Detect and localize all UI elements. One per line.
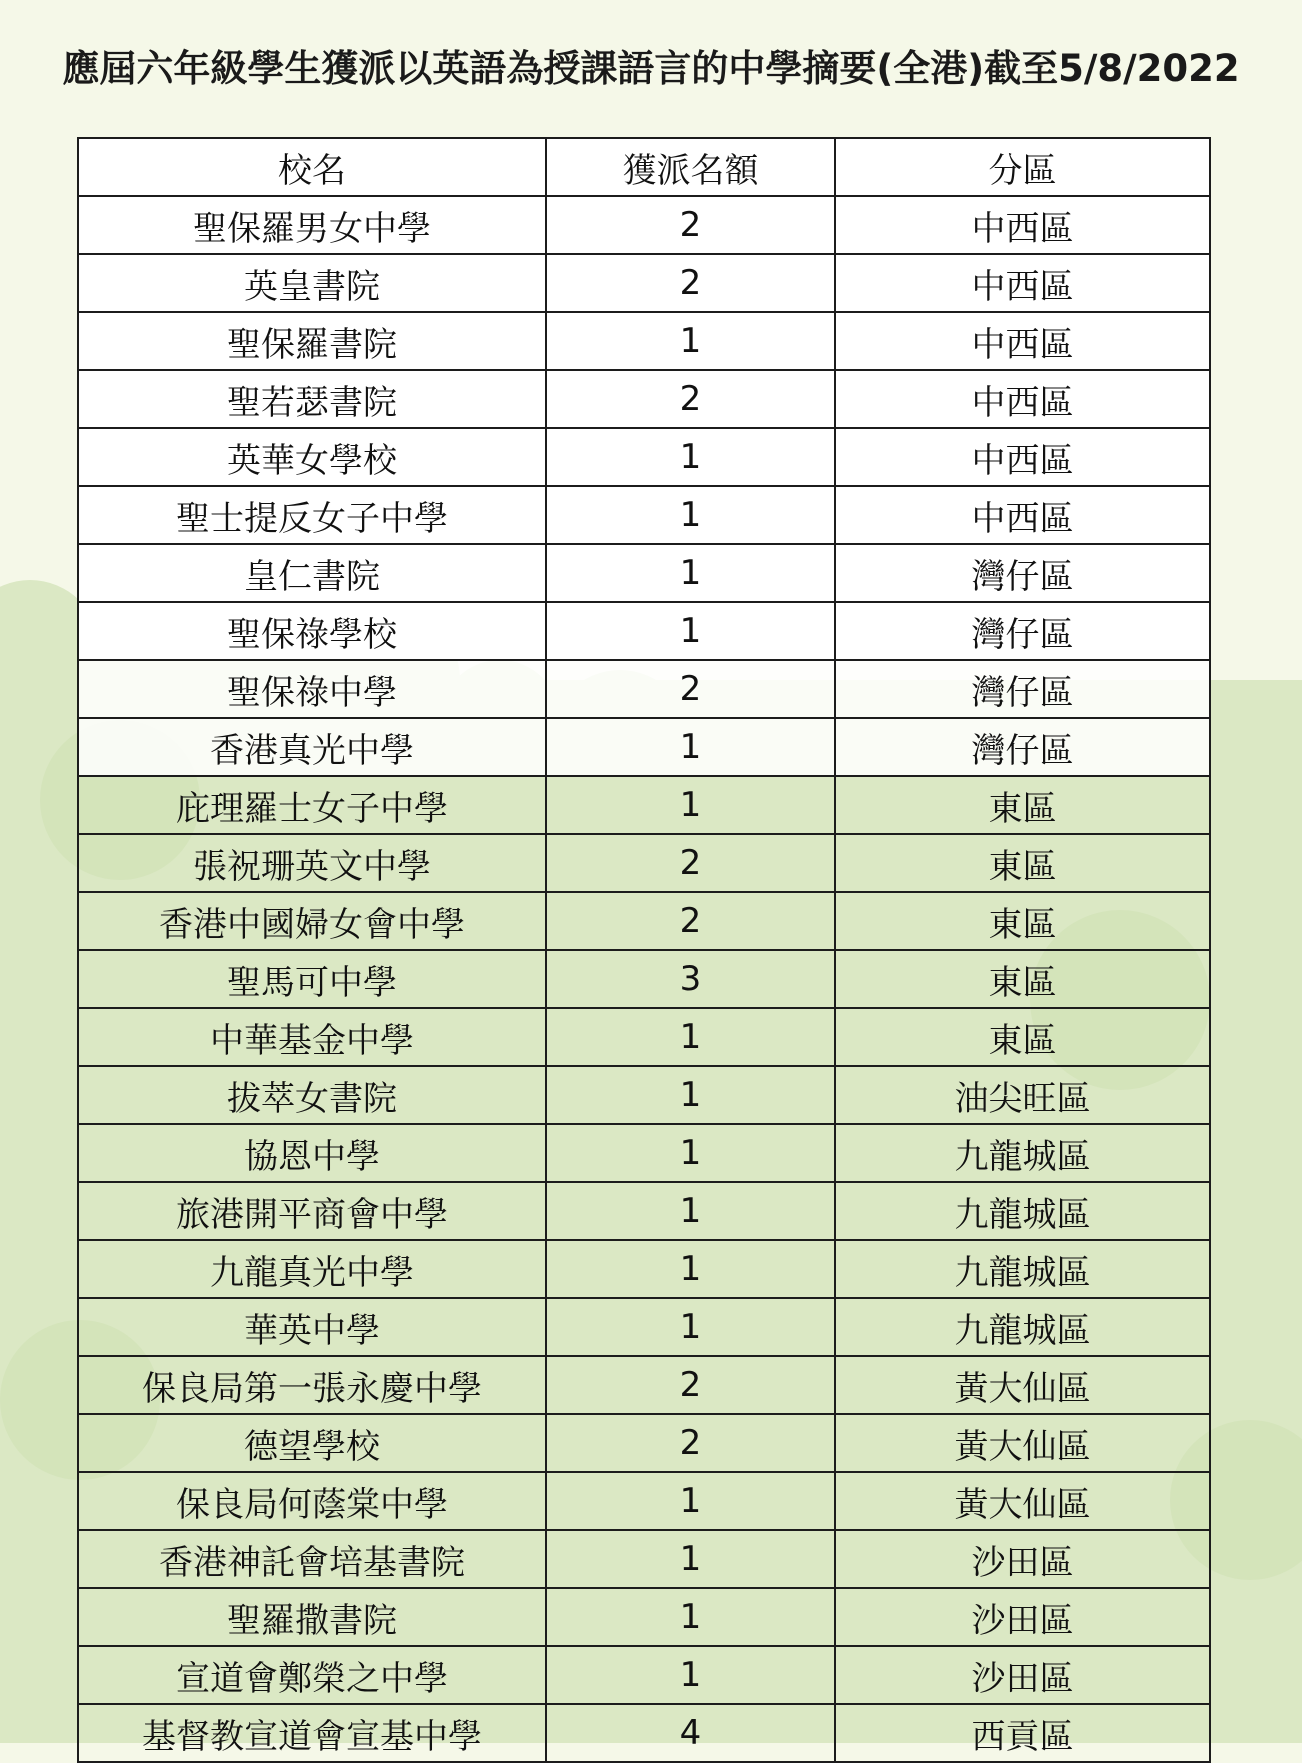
cell-district: 黃大仙區 [835,1414,1210,1472]
cell-district: 灣仔區 [835,602,1210,660]
cell-school-name: 聖保羅男女中學 [78,196,546,254]
cell-school-name: 聖羅撒書院 [78,1588,546,1646]
cell-quota: 1 [546,1588,835,1646]
cell-quota: 1 [546,776,835,834]
cell-school-name: 聖士提反女子中學 [78,486,546,544]
cell-district: 西貢區 [835,1704,1210,1762]
cell-school-name: 宣道會鄭榮之中學 [78,1646,546,1704]
cell-school-name: 拔萃女書院 [78,1066,546,1124]
cell-school-name: 基督教宣道會宣基中學 [78,1704,546,1762]
table-row [78,1472,1210,1530]
cell-school-name: 英華女學校 [78,428,546,486]
cell-school-name: 德望學校 [78,1414,546,1472]
cell-quota: 2 [546,1414,835,1472]
cell-school-name: 旅港開平商會中學 [78,1182,546,1240]
table-row [78,660,1210,718]
cell-quota: 1 [546,312,835,370]
table-row [78,834,1210,892]
table-body [78,196,1210,1762]
cell-quota: 1 [546,486,835,544]
cell-district: 灣仔區 [835,718,1210,776]
cell-district: 九龍城區 [835,1240,1210,1298]
cell-district: 中西區 [835,428,1210,486]
table-row [78,1124,1210,1182]
cell-district: 中西區 [835,254,1210,312]
cell-district: 九龍城區 [835,1298,1210,1356]
cell-quota: 2 [546,834,835,892]
table-row [78,1588,1210,1646]
cell-school-name: 九龍真光中學 [78,1240,546,1298]
cell-district: 中西區 [835,370,1210,428]
cell-district: 灣仔區 [835,660,1210,718]
cell-district: 九龍城區 [835,1182,1210,1240]
table-row [78,1182,1210,1240]
cell-school-name: 聖馬可中學 [78,950,546,1008]
cell-district: 東區 [835,1008,1210,1066]
cell-quota: 1 [546,1124,835,1182]
cell-quota: 1 [546,1240,835,1298]
cell-school-name: 中華基金中學 [78,1008,546,1066]
cell-school-name: 聖保羅書院 [78,312,546,370]
cell-school-name: 聖若瑟書院 [78,370,546,428]
cell-district: 東區 [835,776,1210,834]
cell-school-name: 華英中學 [78,1298,546,1356]
cell-district: 沙田區 [835,1588,1210,1646]
cell-district: 沙田區 [835,1530,1210,1588]
cell-school-name: 聖保祿中學 [78,660,546,718]
cell-school-name: 聖保祿學校 [78,602,546,660]
header-district: 分區 [835,138,1210,196]
cell-school-name: 庇理羅士女子中學 [78,776,546,834]
table-row [78,428,1210,486]
cell-quota: 2 [546,196,835,254]
table-header-row [78,138,1210,196]
table-row [78,312,1210,370]
table-row [78,1066,1210,1124]
table-row [78,254,1210,312]
cell-quota: 1 [546,1182,835,1240]
cell-quota: 1 [546,1298,835,1356]
cell-school-name: 協恩中學 [78,1124,546,1182]
table-row [78,544,1210,602]
cell-district: 東區 [835,950,1210,1008]
cell-quota: 2 [546,660,835,718]
cell-quota: 2 [546,1356,835,1414]
cell-quota: 3 [546,950,835,1008]
page-title: 應屆六年級學生獲派以英語為授課語言的中學摘要(全港)截至5/8/2022 [62,47,1240,90]
cell-school-name: 香港中國婦女會中學 [78,892,546,950]
cell-quota: 1 [546,602,835,660]
cell-district: 黃大仙區 [835,1356,1210,1414]
cell-quota: 1 [546,428,835,486]
cell-district: 東區 [835,834,1210,892]
cell-school-name: 保良局何蔭棠中學 [78,1472,546,1530]
cell-district: 中西區 [835,486,1210,544]
cell-school-name: 香港真光中學 [78,718,546,776]
cell-school-name: 英皇書院 [78,254,546,312]
cell-district: 沙田區 [835,1646,1210,1704]
cell-quota: 2 [546,370,835,428]
cell-quota: 1 [546,1066,835,1124]
cell-school-name: 香港神託會培基書院 [78,1530,546,1588]
table-row [78,1646,1210,1704]
allocation-table [77,137,1211,1763]
table-row [78,1298,1210,1356]
cell-district: 中西區 [835,196,1210,254]
cell-school-name: 保良局第一張永慶中學 [78,1356,546,1414]
header-school-name: 校名 [78,138,546,196]
cell-district: 東區 [835,892,1210,950]
cell-quota: 1 [546,1646,835,1704]
cell-quota: 1 [546,1008,835,1066]
cell-school-name: 皇仁書院 [78,544,546,602]
table-row [78,196,1210,254]
table-row [78,892,1210,950]
cell-district: 油尖旺區 [835,1066,1210,1124]
cell-district: 灣仔區 [835,544,1210,602]
table-row [78,718,1210,776]
table-row [78,776,1210,834]
table-row [78,1414,1210,1472]
cell-quota: 4 [546,1704,835,1762]
table-row [78,1008,1210,1066]
table-row [78,1704,1210,1762]
cell-quota: 1 [546,544,835,602]
cell-school-name: 張祝珊英文中學 [78,834,546,892]
table-row [78,1240,1210,1298]
cell-quota: 2 [546,892,835,950]
table-row [78,602,1210,660]
table-row [78,486,1210,544]
table-row [78,1530,1210,1588]
header-quota: 獲派名額 [546,138,835,196]
table-row [78,1356,1210,1414]
table-row [78,950,1210,1008]
cell-quota: 2 [546,254,835,312]
cell-quota: 1 [546,1530,835,1588]
cell-quota: 1 [546,718,835,776]
cell-district: 黃大仙區 [835,1472,1210,1530]
cell-district: 九龍城區 [835,1124,1210,1182]
table-row [78,370,1210,428]
cell-quota: 1 [546,1472,835,1530]
cell-district: 中西區 [835,312,1210,370]
